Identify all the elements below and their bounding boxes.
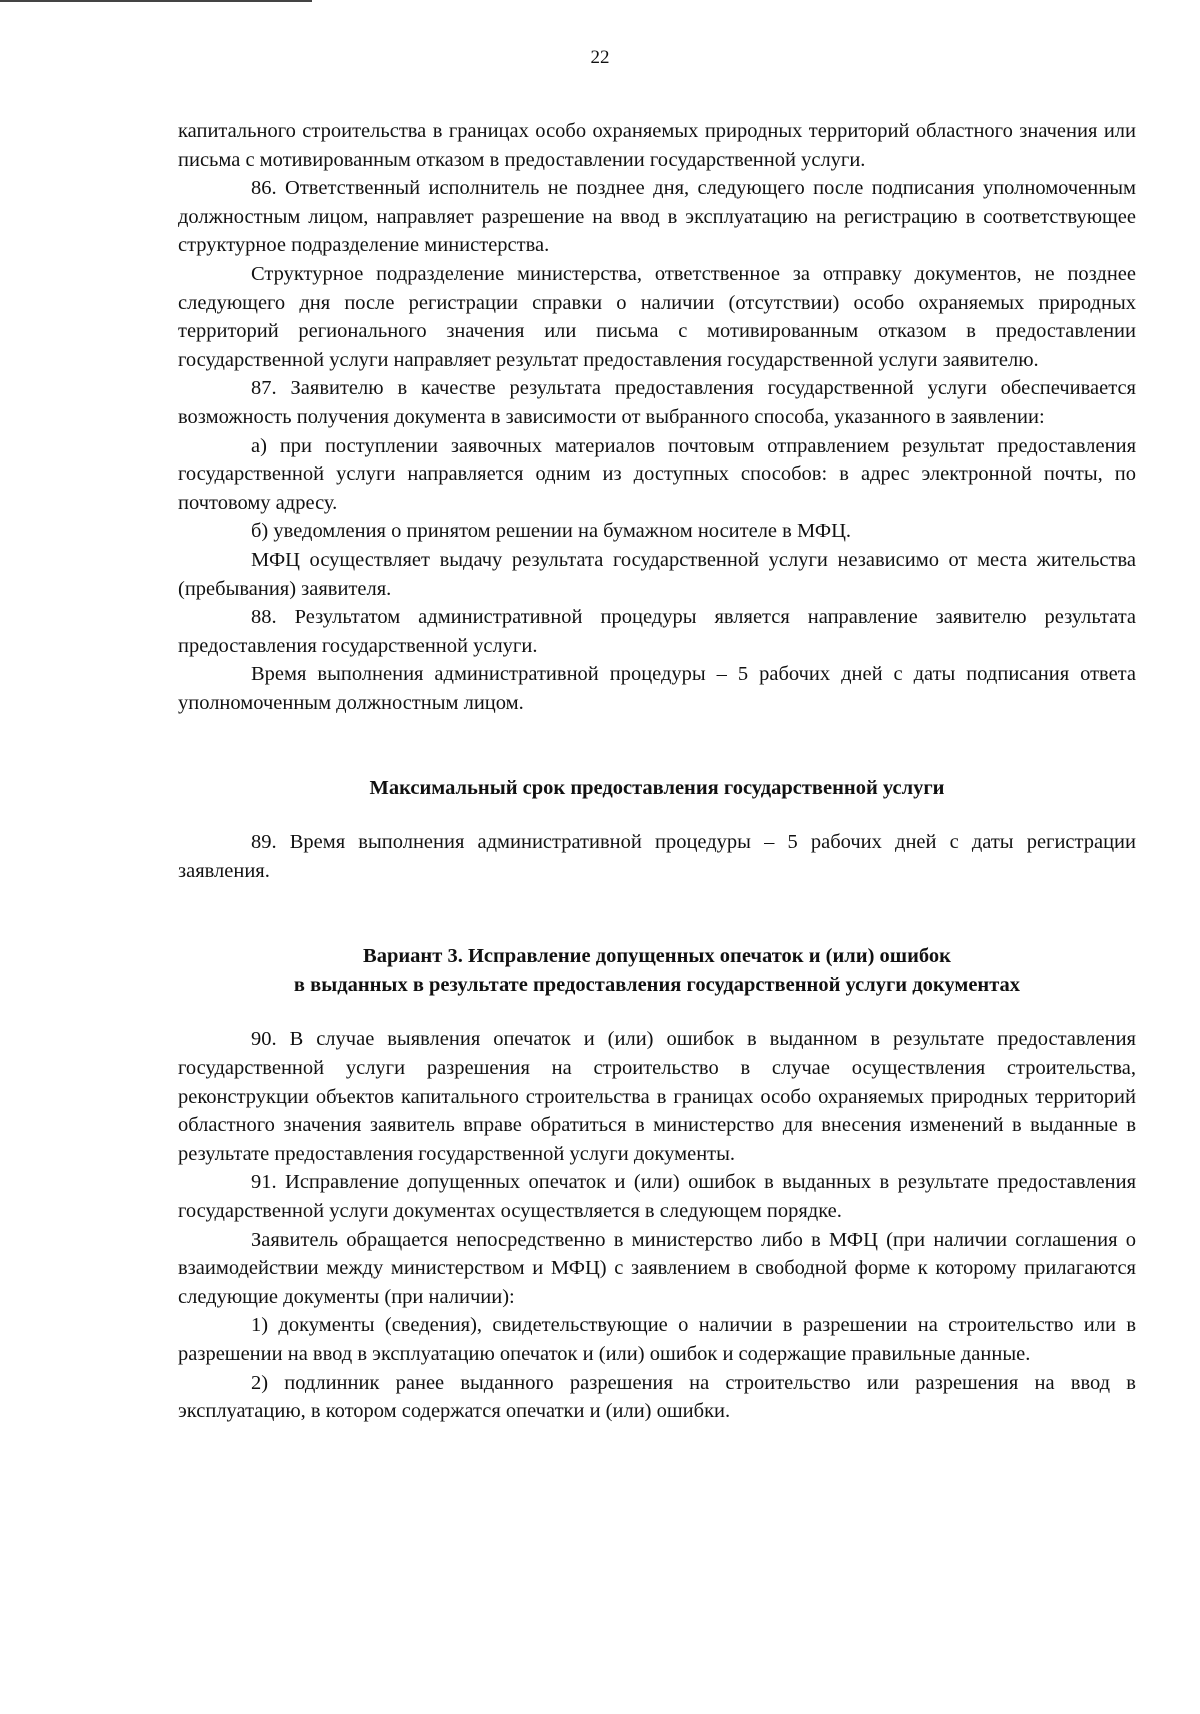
paragraph-87: 87. Заявителю в качестве результата предоставления государственной услуги обеспечивается возможность получения документа в зависимости от выбранного способа, указанного в заявлении: xyxy=(178,377,1136,428)
scan-edge-line xyxy=(0,0,312,2)
paragraph-applicant: Заявитель обращается непосредственно в министерство либо в МФЦ (при наличии соглашения о взаимодействии между министерством и МФЦ) с заявлением в свободной форме к которому прилагаются следующие документы (при наличии): xyxy=(178,1228,1136,1308)
page-number: 22 xyxy=(590,47,610,68)
paragraph-list-item-2: 2) подлинник ранее выданного разрешения на строительство или разрешения на ввод в эксплуатацию, в котором содержатся опечатки и (или) ошибки. xyxy=(178,1371,1136,1423)
heading-line-1: Вариант 3. Исправление допущенных опечаток и (или) ошибок xyxy=(363,945,951,968)
heading-line-2: в выданных в результате предоставления государственной услуги документах xyxy=(293,973,1021,996)
paragraph-91: 91. Исправление допущенных опечаток и (или) ошибок в выданных в результате предоставления государственной услуги документах осуществляется в следующем порядке. xyxy=(178,1171,1136,1222)
spacer xyxy=(178,885,1136,942)
spacer xyxy=(178,999,1136,1025)
spacer xyxy=(178,803,1136,828)
paragraph-88-time: Время выполнения административной процедуры – 5 рабочих дней с даты подписания ответа уполномоченным должностным лицом. xyxy=(178,663,1136,714)
section-heading-variant-3 xyxy=(178,942,1136,999)
paragraph-88: 88. Результатом административной процедуры является направление заявителю результата предоставления государственной услуги. xyxy=(178,606,1136,657)
paragraph-mfc: МФЦ осуществляет выдачу результата государственной услуги независимо от места жительства (пребывания) заявителя. xyxy=(178,548,1136,600)
paragraph-87-a: а) при поступлении заявочных материалов почтовым отправлением результат предоставления государственной услуги направляется одним из доступных способов: в адрес электронной почты, по почтовому адресу. xyxy=(178,434,1136,514)
spacer xyxy=(178,717,1136,774)
paragraph-86: 86. Ответственный исполнитель не позднее дня, следующего после подписания уполномоченным должностным лицом, направляет разрешение на ввод в эксплуатацию на регистрацию в соответствующее структурное подразделение министерства. xyxy=(178,177,1136,257)
paragraph-87-b: б) уведомления о принятом решении на бумажном носителе в МФЦ. xyxy=(251,520,852,543)
paragraph-89: 89. Время выполнения административной процедуры – 5 рабочих дней с даты регистрации заявления. xyxy=(178,831,1136,882)
document-body xyxy=(178,117,1136,1426)
paragraph-continuation: капитального строительства в границах особо охраняемых природных территорий областного значения или письма с мотивированным отказом в предоставлении государственной услуги. xyxy=(178,120,1136,171)
paragraph-90: 90. В случае выявления опечаток и (или) ошибок в выданном в результате предоставления государственной услуги разрешения на строительство в случае осуществления строительства, реконструкции объектов капитального строительства в границах особо охраняемых природных территорий областного значения заявитель вправе обратиться в министерство для внесения изменений в выданные в результате предоставления государственной услуги документы. xyxy=(178,1028,1136,1165)
section-heading-max-term: Максимальный срок предоставления государственной услуги xyxy=(369,777,945,800)
paragraph-list-item-1: 1) документы (сведения), свидетельствующие о наличии в разрешении на строительство или в разрешении на ввод в эксплуатацию опечаток и (или) ошибок и содержащие правильные данные. xyxy=(178,1314,1136,1365)
paragraph-structural-unit: Структурное подразделение министерства, ответственное за отправку документов, не позднее следующего дня после регистрации справки о наличии (отсутствии) особо охраняемых природных территорий регионального значения или письма с мотивированным отказом в предоставлении государственной услуги направляет результат предоставления государственной услуги заявителю. xyxy=(178,262,1136,371)
